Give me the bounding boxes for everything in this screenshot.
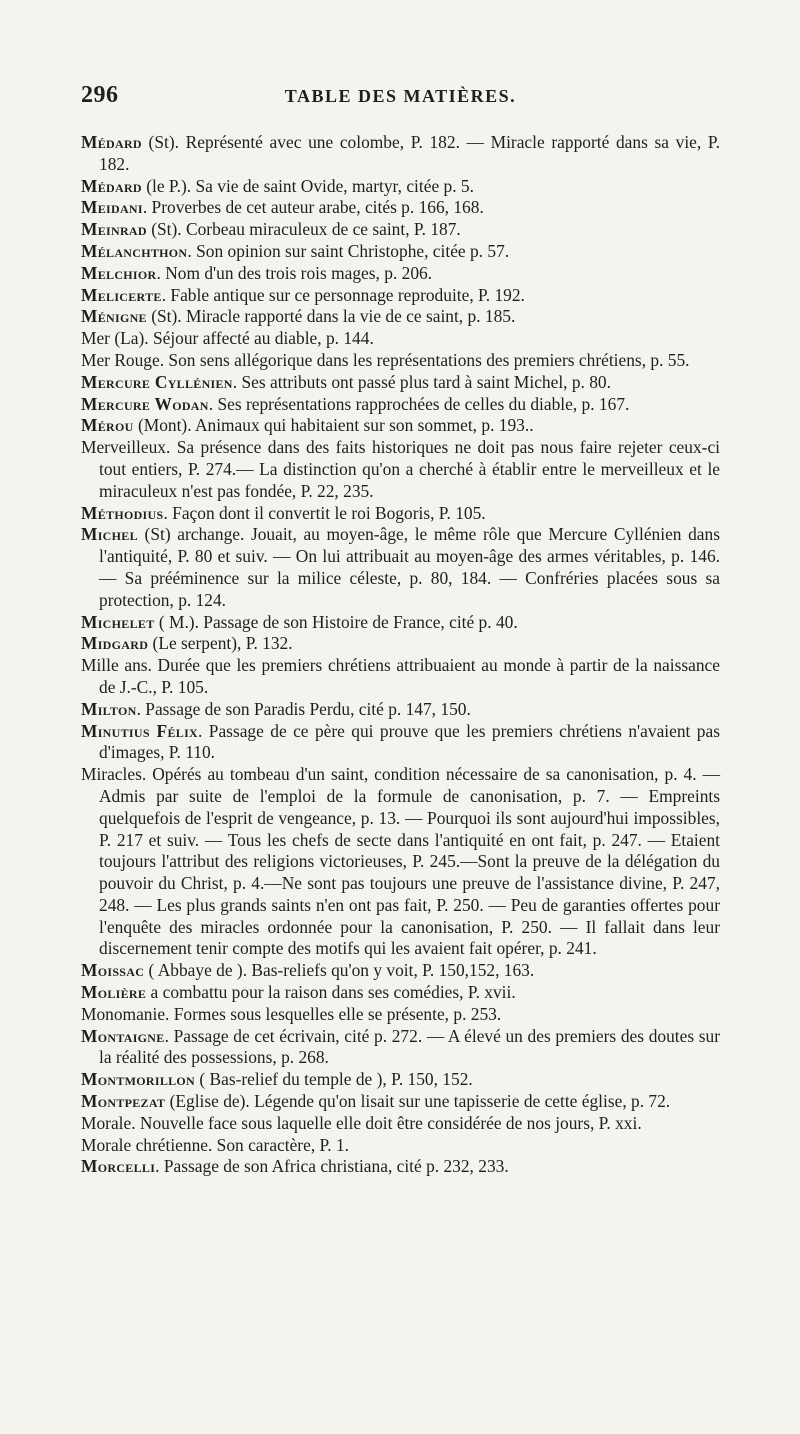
entry-headword: Mélanchthon: [81, 240, 188, 261]
entry-headword: Médard: [81, 175, 142, 196]
index-entry: [81, 1069, 720, 1091]
index-entry: [81, 721, 720, 765]
entry-text: (Eglise de). Légende qu'on lisait sur une tapisserie de cette église, p. 72.: [165, 1091, 671, 1112]
page-number: 296: [81, 82, 119, 108]
entry-headword: Médard: [81, 132, 142, 152]
entry-headword: Minutius Félix: [81, 720, 199, 741]
entry-headword: Mercure Wodan: [81, 393, 209, 414]
index-entry: [81, 350, 720, 372]
entry-headword: Montaigne: [81, 1025, 165, 1046]
entry-text: . Façon dont il convertit le roi Bogoris, P. 105.: [163, 502, 486, 523]
entry-text: . Passage de son Paradis Perdu, cité p. 147, 150.: [136, 698, 471, 719]
entry-text: . Ses représentations rapprochées de celles du diable, p. 167.: [208, 393, 630, 414]
entry-headword: Meidani: [81, 197, 143, 218]
index-entry: [81, 524, 720, 611]
entry-text: (St). Miracle rapporté dans la vie de ce saint, p. 185.: [146, 306, 516, 327]
index-entry: [81, 503, 720, 525]
entry-headword: Meinrad: [81, 219, 147, 240]
entry-text: . Proverbes de cet auteur arabe, cités p. 166, 168.: [142, 197, 484, 218]
entry-text: . Fable antique sur ce personnage reproduite, P. 192.: [161, 284, 525, 305]
entry-text: Merveilleux. Sa présence dans des faits historiques ne doit pas nous faire rejeter ceux-ci tout entiers, P. 274.— La distinction qu'on a cherché à établir entre le merveilleux et le miraculeux n'est pas fondée, P. 22, 235.: [81, 437, 720, 501]
entry-text: Mille ans. Durée que les premiers chrétiens attribuaient au monde à partir de la naissance de J.-C., P. 105.: [81, 655, 720, 697]
index-entry: [81, 176, 720, 198]
index-entries: [81, 132, 720, 1178]
entry-text: . Nom d'un des trois rois mages, p. 206.: [156, 262, 433, 283]
entry-headword: Midgard: [81, 633, 149, 654]
index-entry: [81, 1113, 720, 1135]
entry-text: a combattu pour la raison dans ses comédies, P. xvii.: [146, 982, 516, 1003]
entry-text: Morale. Nouvelle face sous laquelle elle doit être considérée de nos jours, P. xxi.: [81, 1112, 642, 1133]
entry-text: (St) archange. Jouait, au moyen-âge, le même rôle que Mercure Cyllénien dans l'antiquité, P. 80 et suiv. — On lui attribuait au moyen-âge des armes véritables, p. 146. — Sa prééminence sur la milice céleste, p. 80, 184. — Confréries placées sous sa protection, p. 124.: [99, 524, 720, 610]
entry-headword: Mérou: [81, 415, 134, 436]
entry-text: Mer (La). Séjour affecté au diable, p. 144.: [81, 328, 374, 349]
entry-text: ( Bas-relief du temple de ), P. 150, 152.: [195, 1069, 473, 1090]
entry-text: . Ses attributs ont passé plus tard à saint Michel, p. 80.: [232, 371, 611, 392]
entry-text: . Son opinion sur saint Christophe, citée p. 57.: [187, 240, 510, 261]
entry-headword: Milton: [81, 698, 137, 719]
index-entry: [81, 655, 720, 699]
entry-headword: Molière: [81, 982, 147, 1003]
index-entry: [81, 1004, 720, 1026]
entry-headword: Melchior: [81, 262, 157, 283]
entry-headword: Méthodius: [81, 502, 164, 523]
index-entry: [81, 437, 720, 502]
index-entry: [81, 612, 720, 634]
index-entry: [81, 1026, 720, 1070]
entry-text: (Le serpent), P. 132.: [148, 633, 293, 654]
entry-headword: Montmorillon: [81, 1069, 196, 1090]
entry-headword: Moissac: [81, 960, 145, 981]
entry-text: Morale chrétienne. Son caractère, P. 1.: [81, 1134, 349, 1155]
entry-headword: Ménigne: [81, 306, 147, 327]
entry-text: Mer Rouge. Son sens allégorique dans les représentations des premiers chrétiens, p. 55.: [81, 349, 690, 370]
index-entry: [81, 415, 720, 437]
entry-text: (St). Corbeau miraculeux de ce saint, P. 187.: [146, 219, 461, 240]
entry-text: (le P.). Sa vie de saint Ovide, martyr, citée p. 5.: [141, 175, 474, 196]
index-entry: [81, 764, 720, 960]
page-header: [81, 82, 720, 112]
entry-headword: Montpezat: [81, 1091, 166, 1112]
index-entry: [81, 372, 720, 394]
entry-text: (Mont). Animaux qui habitaient sur son sommet, p. 193..: [133, 415, 534, 436]
index-entry: [81, 1156, 720, 1178]
entry-text: ( M.). Passage de son Histoire de France, cité p. 40.: [154, 611, 518, 632]
index-entry: [81, 960, 720, 982]
index-entry: [81, 699, 720, 721]
entry-text: (St). Représenté avec une colombe, P. 182. — Miracle rapporté dans sa vie, P. 182.: [99, 132, 720, 174]
entry-text: . Passage de cet écrivain, cité p. 272. — A élevé un des premiers des doutes sur la réalité des possessions, p. 268.: [99, 1025, 720, 1068]
index-entry: [81, 197, 720, 219]
index-entry: [81, 1135, 720, 1157]
index-entry: [81, 132, 720, 176]
entry-headword: Michelet: [81, 611, 155, 632]
index-entry: [81, 982, 720, 1004]
index-entry: [81, 263, 720, 285]
index-entry: [81, 219, 720, 241]
index-entry: [81, 633, 720, 655]
entry-text: . Passage de son Africa christiana, cité p. 232, 233.: [155, 1156, 509, 1177]
entry-headword: Mercure Cyllénien: [81, 371, 233, 392]
entry-headword: Melicerte: [81, 284, 162, 305]
index-entry: [81, 285, 720, 307]
entry-text: Monomanie. Formes sous lesquelles elle se présente, p. 253.: [81, 1003, 502, 1024]
entry-text: Miracles. Opérés au tombeau d'un saint, condition nécessaire de sa canonisation, p. 4. — Admis par suite de l'emploi de la formule de canonisation, p. 7. — Empreints quelquefois de l'esprit de vengeance, p. 13. — Pourquoi ils sont aujourd'hui impossibles, P. 217 et suiv. — Tous les chefs de secte dans l'antiquité en ont fait, p. 247. — Etaient toujours l'attribut des religions victorieuses, P. 245.—Sont la preuve de la délégation du pouvoir du Christ, p. 4.—Ne sont pas toujours une preuve de l'assistance divine, P. 247, 248. — Les plus grands saints n'en ont pas fait, P. 250. — Peu de garanties offertes pour l'enquête des miracles ordonnée pour la canonisation, P. 250. — Il fallait dans leur discernement tenir compte des motifs qui les avaient fait opérer, p. 241.: [81, 764, 720, 959]
entry-text: . Passage de ce père qui prouve que les premiers chrétiens n'avaient pas d'images, P. 110.: [99, 720, 720, 763]
entry-headword: Morcelli: [81, 1156, 156, 1177]
index-entry: [81, 1091, 720, 1113]
index-entry: [81, 241, 720, 263]
running-title: TABLE DES MATIÈRES.: [284, 86, 517, 106]
entry-headword: Michel: [81, 524, 138, 545]
index-entry: [81, 306, 720, 328]
index-entry: [81, 328, 720, 350]
entry-text: ( Abbaye de ). Bas-reliefs qu'on y voit, P. 150,152, 163.: [144, 960, 535, 981]
index-entry: [81, 394, 720, 416]
